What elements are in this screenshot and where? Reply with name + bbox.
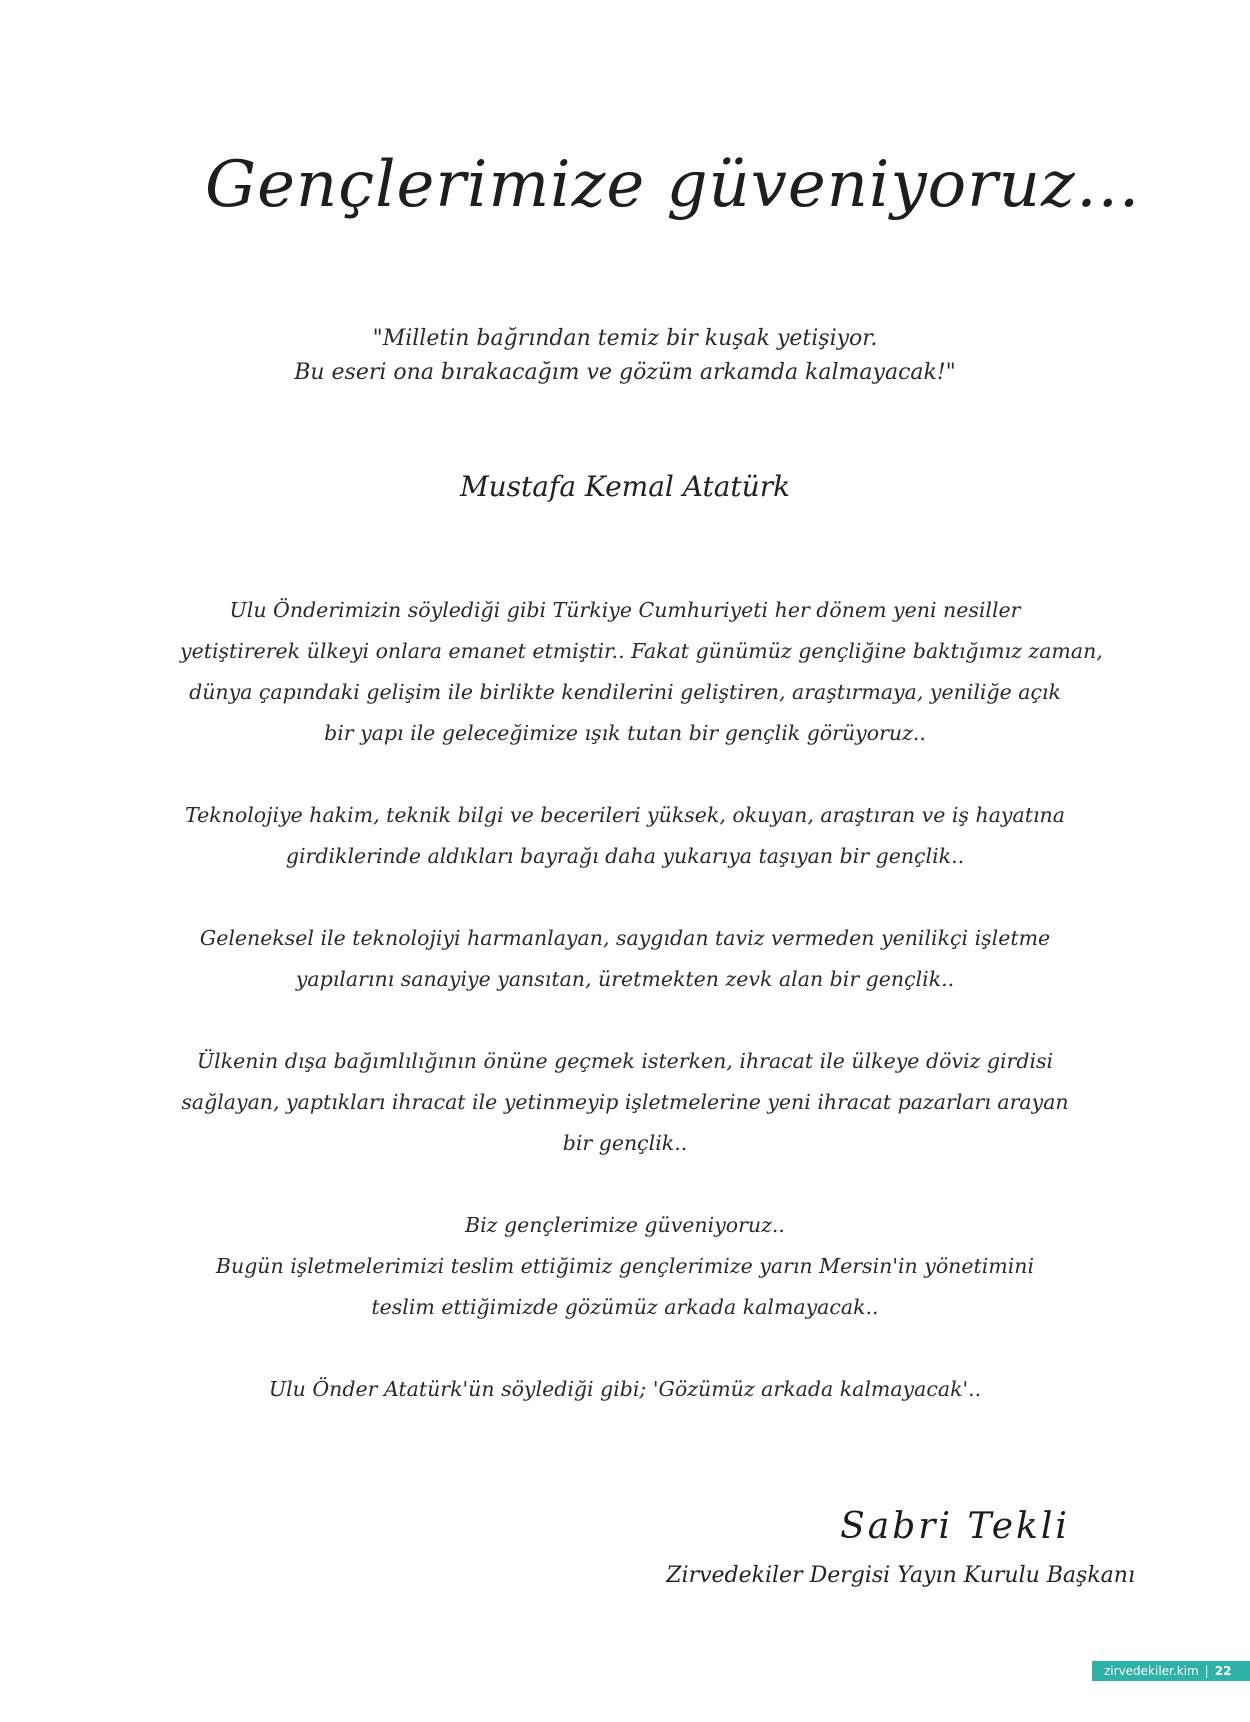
paragraph	[180, 590, 1103, 754]
quote-line: Bu eseri ona bırakacağım ve gözüm arkamda kalmayacak!"	[294, 360, 956, 385]
paragraph-line: dünya çapındaki gelişim ile birlikte kendilerini geliştiren, araştırmaya, yeniliğe açık	[189, 680, 1061, 704]
quote-block	[0, 322, 1250, 390]
letter-body	[180, 590, 1103, 1410]
page-number: 22	[1214, 1664, 1232, 1678]
signature-title: Zirvedekiler Dergisi Yayın Kurulu Başkanı	[666, 1563, 1135, 1588]
paragraph	[180, 1205, 1070, 1328]
paragraph	[180, 1369, 1070, 1410]
paragraph-line: girdiklerinde aldıkları bayrağı daha yukarıya taşıyan bir gençlik..	[285, 844, 965, 868]
paragraph-line: Ulu Önderimizin söylediği gibi Türkiye Cumhuriyeti her dönem yeni nesiller	[229, 598, 1021, 622]
paragraph-line: Biz gençlerimize güveniyoruz..	[465, 1213, 785, 1237]
quote-author: Mustafa Kemal Atatürk	[459, 470, 791, 503]
paragraph	[180, 918, 1070, 1000]
paragraph-line: sağlayan, yaptıkları ihracat ile yetinmeyip işletmelerine yeni ihracat pazarları arayan	[181, 1090, 1069, 1114]
footer-page-tag	[1092, 1661, 1250, 1681]
paragraph-line: Ulu Önder Atatürk'ün söylediği gibi; 'Gözümüz arkada kalmayacak'..	[268, 1377, 982, 1401]
paragraph-line: yapılarını sanayiye yansıtan, üretmekten zevk alan bir gençlik..	[295, 967, 955, 991]
signature: Sabri Tekli	[840, 1506, 1070, 1547]
paragraph	[180, 1041, 1070, 1164]
paragraph-line: teslim ettiğimizde gözümüz arkada kalmayacak..	[371, 1295, 879, 1319]
paragraph-line: bir gençlik..	[562, 1131, 688, 1155]
footer-site-link[interactable]: zirvedekiler.kim	[1104, 1664, 1199, 1678]
paragraph-line: Teknolojiye hakim, teknik bilgi ve becerileri yüksek, okuyan, araştıran ve iş hayatına	[185, 803, 1065, 827]
quote-line: "Milletin bağrından temiz bir kuşak yetişiyor.	[372, 326, 878, 351]
paragraph-line: Ülkenin dışa bağımlılığının önüne geçmek isterken, ihracat ile ülkeye döviz girdisi	[196, 1049, 1054, 1073]
paragraph-line: Geleneksel ile teknolojiyi harmanlayan, saygıdan taviz vermeden yenilikçi işletme	[199, 926, 1051, 950]
paragraph-line: bir yapı ile geleceğimize ışık tutan bir gençlik görüyoruz..	[324, 721, 926, 745]
paragraph-line: yetiştirerek ülkeyi onlara emanet etmiştir.. Fakat günümüz gençliğine baktığımız zaman,	[180, 639, 1103, 663]
paragraph-line: Bugün işletmelerimizi teslim ettiğimiz gençlerimize yarın Mersin'in yönetimini	[215, 1254, 1035, 1278]
footer-separator: |	[1204, 1664, 1209, 1678]
page-title: Gençlerimize güveniyoruz…	[205, 148, 1141, 222]
paragraph	[180, 795, 1070, 877]
